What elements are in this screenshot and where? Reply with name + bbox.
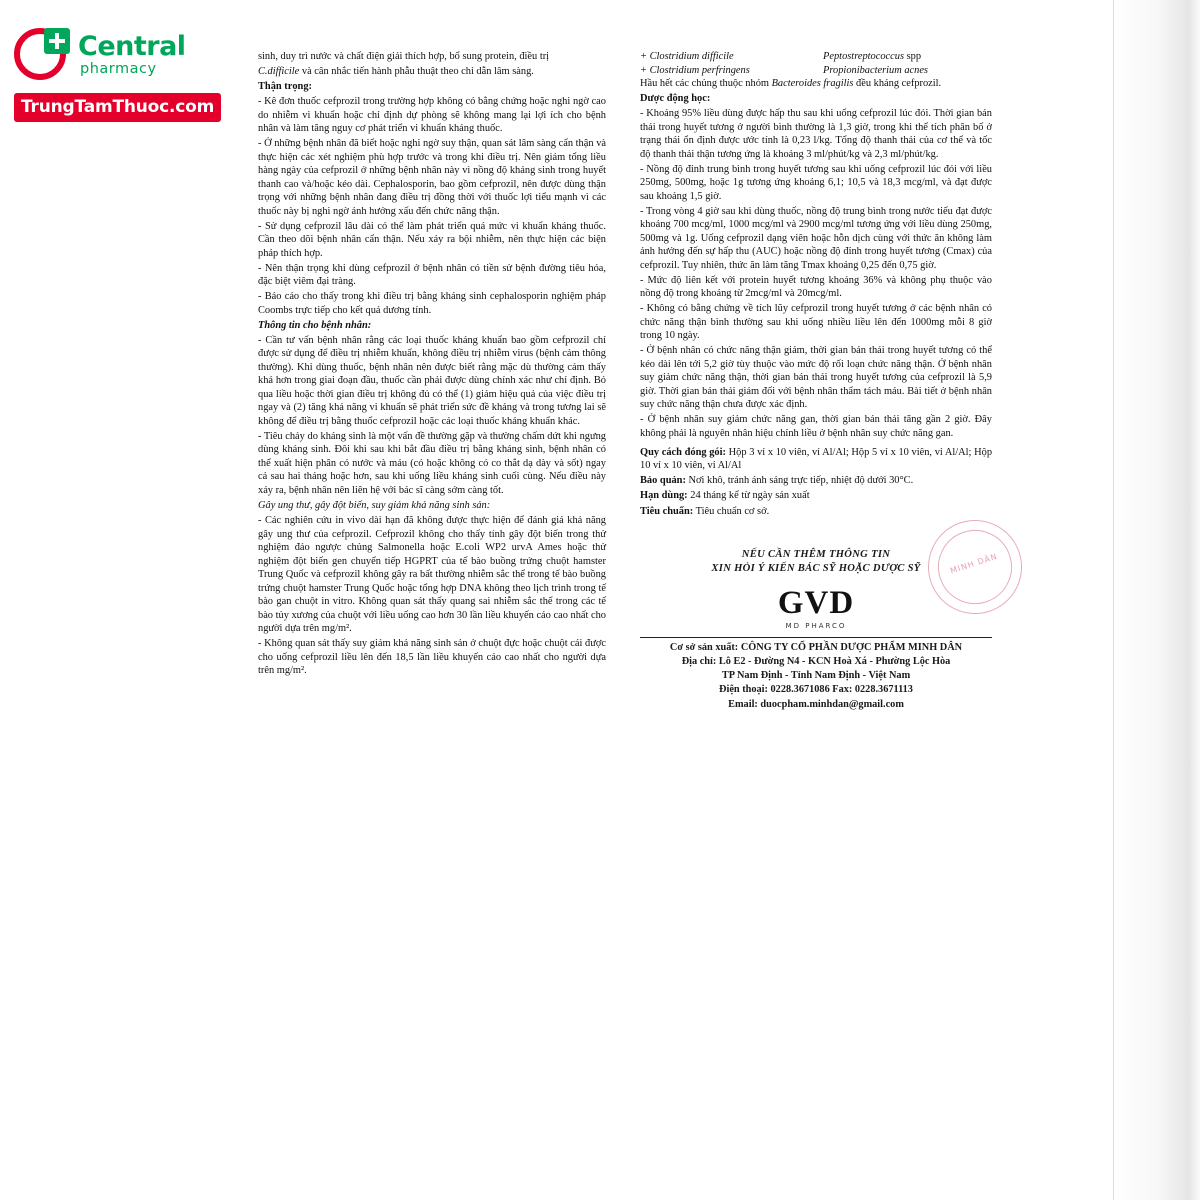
spec-packaging <box>640 446 992 473</box>
precautions-item-4: - Nên thận trọng khi dùng cefprozil ở bệnh nhân có tiền sử bệnh đường tiêu hóa, đặc biệt viêm đại tràng. <box>258 262 606 288</box>
logo-row <box>14 28 224 84</box>
section-heading-pharmacokinetics: Dược động học: <box>640 93 711 105</box>
spec-shelf-life-value: 24 tháng kể từ ngày sản xuất <box>687 490 810 502</box>
logo-cross-shape <box>44 28 70 54</box>
precautions-item-2: - Ở những bệnh nhân đã biết hoặc nghi ngờ suy thận, quan sát lâm sàng cẩn thận và thực hiện các xét nghiệm phù hợp trước và trong khi điều trị. Nên giảm tổng liều hàng ngày của cefprozil ở những bệnh nhân này vì nồng độ kháng sinh trong huyết thanh cao và/hoặc kéo dài. Cephalosporin, bao gồm cefprozil, nên được dùng thận trọng với những bệnh nhân đang điều trị đồng thời với thuốc lợi tiểu mạnh vì các thuốc này bị nghi ngờ ảnh hưởng xấu đến chức năng thận. <box>258 138 606 217</box>
manufacturer-address-1: Địa chỉ: Lô E2 - Đường N4 - KCN Hoà Xá - Phường Lộc Hòa <box>681 656 951 668</box>
italic-species-name: C.difficile <box>258 66 300 78</box>
spec-packaging-value: Hộp 3 vỉ x 10 viên, vỉ Al/Al; Hộp 5 vỉ x 10 viên, vỉ Al/Al; Hộp 10 vỉ x 10 viên, vỉ Al/Al <box>640 446 993 472</box>
spec-shelf-life-label: Hạn dùng: <box>640 490 688 502</box>
site-logo-block <box>14 28 224 122</box>
spec-standard <box>640 505 992 519</box>
spec-standard-label: Tiêu chuẩn: <box>640 505 694 517</box>
page-fold-line <box>1113 0 1114 1200</box>
note-prefix: Hầu hết các chủng thuộc nhóm <box>640 78 772 90</box>
bacteria-genus-1: Peptostreptococcus <box>823 51 905 62</box>
spec-storage-value: Nơi khô, tránh ánh sáng trực tiếp, nhiệt độ dưới 30°C. <box>685 475 914 487</box>
spec-packaging-label: Quy cách đóng gói: <box>640 446 726 458</box>
logo-sub-text: pharmacy <box>80 61 157 78</box>
bacteria-name-right-2: Propionibacterium acnes <box>823 64 928 76</box>
section-heading-carcinogenesis: Gây ung thư, gây đột biến, suy giảm khả năng sinh sản: <box>258 500 491 511</box>
bacteria-name-left-1: + Clostridium difficile <box>640 51 734 62</box>
spec-standard-value: Tiêu chuẩn cơ sở. <box>693 505 770 517</box>
spec-shelf-life <box>640 489 992 503</box>
pharmacokinetics-item-7: - Ở bệnh nhân suy giảm chức năng gan, thời gian bán thải tăng gần 2 giờ. Đây không phải là nguyên nhân hiệu chỉnh liều ở bệnh nhân suy chức năng gan. <box>640 414 992 439</box>
pharmacokinetics-item-5: - Không có bằng chứng về tích lũy cefprozil trong huyết tương ở các bệnh nhân có chức năng thận bình thường sau khi uống nhiều liều lên đến 1000mg mỗi 8 giờ trong 10 ngày. <box>640 303 992 342</box>
spec-storage <box>640 474 992 488</box>
leaflet-right-column <box>640 50 992 520</box>
logo-wordmark <box>78 33 186 79</box>
note-suffix: đều kháng cefprozil. <box>853 78 942 90</box>
spec-storage-label: Bảo quản: <box>640 475 686 487</box>
manufacturer-logo-text: GVD <box>777 584 855 621</box>
section-heading-precautions: Thận trọng: <box>258 81 312 93</box>
contact-advice-note <box>640 548 992 577</box>
bacteria-name-left-2: + Clostridium perfringens <box>640 64 750 76</box>
bacteria-spp-1: spp <box>904 51 922 62</box>
pharmacokinetics-item-3: - Trong vòng 4 giờ sau khi dùng thuốc, nồng độ trung bình trong nước tiểu đạt được khoảng 700 mcg/ml, 1000 mcg/ml và 2900 mcg/ml tương ứng với liều dùng 250mg, 500mg và 1g. Uống cefprozil dạng viên hoặc hỗn dịch cùng với thức ăn không làm ảnh hưởng đến sự hấp thu (AUC) hoặc nồng độ đỉnh trong huyết tương (Cmax) của cefprozil. Tuy nhiên, thức ăn làm tăng Tmax khoảng 0,25 đến 0,75 giờ. <box>640 205 992 271</box>
manufacturer-logo-subtext: MD PHARCO <box>785 621 847 630</box>
manufacturer-details <box>640 637 992 712</box>
logo-website-badge[interactable]: TrungTamThuoc.com <box>14 93 221 122</box>
paragraph-continuation-2: C.difficile và cân nhắc tiến hành phẫu thuật theo chỉ dẫn lâm sàng. <box>258 66 534 78</box>
leaflet-left-column <box>258 50 606 679</box>
bacteria-name-right-1 <box>823 50 992 64</box>
pharmacokinetics-item-1: - Khoảng 95% liều dùng được hấp thu sau khi uống cefprozil lúc đói. Thời gian bán thải trong huyết tương ở người bình thường là 1,3 giờ, trong khi thể tích phân bố ở trạng thái ổn định được ước tính là 0,23 l/kg. Tổng độ thanh thải của cơ thể và tốc độ thanh thải thận tương ứng là khoảng 3 ml/phút/kg và 2,3 ml/phút/kg. <box>640 108 992 160</box>
section-heading-patient-info: Thông tin cho bệnh nhân: <box>258 319 372 331</box>
precautions-item-1: - Kê đơn thuốc cefprozil trong trường hợp không có bằng chứng hoặc nghi ngờ cao do nhiễm vi khuẩn hoặc chỉ định dự phòng sẽ không mang lại lợi ích cho bệnh nhân và làm tăng nguy cơ phát triển vi khuẩn kháng thuốc. <box>258 96 606 135</box>
table-row <box>640 50 992 64</box>
patient-info-item-1: - Cần tư vấn bệnh nhân rằng các loại thuốc kháng khuẩn bao gồm cefprozil chỉ được sử dụng để điều trị nhiễm khuẩn, không điều trị nhiễm virus (bệnh cảm thông thường). Khi dùng thuốc, bệnh nhân nên được biết rằng mặc dù thường cảm thấy khá hơn trong giai đoạn đầu, thuốc cần phải được dùng chính xác như chỉ định. Bỏ qua liều hoặc thời gian điều trị không đủ có thể (1) giảm hiệu quả của việc điều trị ngay và (2) tăng khả năng vi khuẩn sẽ phát triển sức đề kháng và trong tương lai sẽ không để điều trị bằng thuốc cefprozil hoặc các loại thuốc kháng khuẩn khác. <box>258 334 606 427</box>
pharmacokinetics-item-6: - Ở bệnh nhân có chức năng thận giảm, thời gian bán thải trong huyết tương có thể kéo dài lên tới 5,2 giờ tùy thuộc vào mức độ rối loạn chức năng thận. Ở bệnh nhân suy giảm chức năng thận, thời gian bán thải trong huyết tương của cefprozil là 5,9 giờ. Thời gian bán thải giảm đối với bệnh nhân thẩm tách máu. Bài tiết ở bệnh nhân suy chức năng thận chưa được xác định. <box>640 345 992 411</box>
seal-text: MINH DÂN <box>949 551 999 576</box>
paragraph-continuation-1: sinh, duy trì nước và chất điện giải thích hợp, bổ sung protein, điều trị <box>258 51 550 62</box>
manufacturer-block <box>640 548 992 712</box>
manufacturer-email: Email: duocpham.minhdan@gmail.com <box>728 698 904 710</box>
patient-info-item-2: - Tiêu chảy do kháng sinh là một vấn đề thường gặp và thường chấm dứt khi ngưng dùng kháng sinh. Đôi khi sau khi bắt đầu điều trị bằng kháng sinh, bệnh nhân có thể xuất hiện phân có nước và máu (có hoặc không có co thắt dạ dày và sốt) ngay cả sau hai tháng hoặc hơn, sau khi uống liều kháng sinh cuối cùng. Nếu điều này xảy ra, bệnh nhân nên liên hệ với bác sĩ càng sớm càng tốt. <box>258 430 606 496</box>
carcinogenesis-item-1: - Các nghiên cứu in vivo dài hạn đã không được thực hiện để đánh giá khả năng gây ung thư của cefprozil. Cefprozil không cho thấy tính gây đột biến trong thử nghiệm đảo ngược chủng Salmonella hoặc E.coli WP2 urvA Ames hoặc thử nghiệm đột biến gen chuyển tiếp HGPRT của tế bào buồng trứng chuột hamster Trung Quốc và cefprozil không gây ra bất thường nhiễm sắc thể trong tế bào buồng trứng chuột hamster Trung Quốc hoặc tổng hợp DNA không theo lịch trình trong tế bào gan chuột in vitro. Không quan sát thấy quang sai nhiễm sắc thể trong các tế bào tủy xương của chuột với liều uống cao hơn 30 lần liều khuyến cáo cao nhất cho người dựa trên mg/m². <box>258 515 606 635</box>
logo-brand-text: Central <box>78 31 186 63</box>
manufacturer-address-2: TP Nam Định - Tỉnh Nam Định - Việt Nam <box>721 670 911 682</box>
note-italic-species: Bacteroides fragilis <box>771 78 854 90</box>
cross-circle-icon <box>14 28 70 84</box>
manufacturer-name: Cơ sở sản xuất: CÔNG TY CỔ PHẦN DƯỢC PHẨM MINH DÂN <box>669 641 963 653</box>
pharmacokinetics-item-4: - Mức độ liên kết với protein huyết tương khoảng 36% và không phụ thuộc vào nồng độ trong khoảng từ 2mcg/ml và 20mcg/ml. <box>640 274 992 300</box>
table-row <box>640 64 992 78</box>
page-edge-shadow <box>1108 0 1200 1200</box>
carcinogenesis-item-2: - Không quan sát thấy suy giảm khả năng sinh sản ở chuột đực hoặc chuột cái được cho uống cefprozil liều lên đến 18,5 lần liều khuyến cáo cao nhất cho người dựa trên mg/m². <box>258 638 606 677</box>
pharmacokinetics-item-2: - Nồng độ đỉnh trung bình trong huyết tương sau khi uống cefprozil lúc đói với liều 250mg, 500mg, hoặc 1g tương ứng khoảng 6,1; 10,5 và 18,3 mcg/ml, và đạt được sau khoảng 1,5 giờ. <box>640 163 992 202</box>
precautions-item-5: - Báo cáo cho thấy trong khi điều trị bằng kháng sinh cephalosporin nghiệm pháp Coombs trực tiếp cho kết quả dương tính. <box>258 291 606 316</box>
bacteria-resistance-note <box>640 77 992 91</box>
contact-advice-line-1: NẾU CẦN THÊM THÔNG TIN <box>741 549 891 560</box>
bacteria-table <box>640 50 992 77</box>
precautions-item-3: - Sử dụng cefprozil lâu dài có thể làm phát triển quá mức vi khuẩn kháng thuốc. Cần theo dõi bệnh nhân cẩn thận. Nếu xảy ra bội nhiễm, nên thực hiện các biện pháp thích hợp. <box>258 220 606 259</box>
manufacturer-phone: Điện thoại: 0228.3671086 Fax: 0228.3671113 <box>719 684 913 696</box>
contact-advice-line-2: XIN HỎI Ý KIẾN BÁC SỸ HOẶC DƯỢC SỸ <box>711 563 921 575</box>
